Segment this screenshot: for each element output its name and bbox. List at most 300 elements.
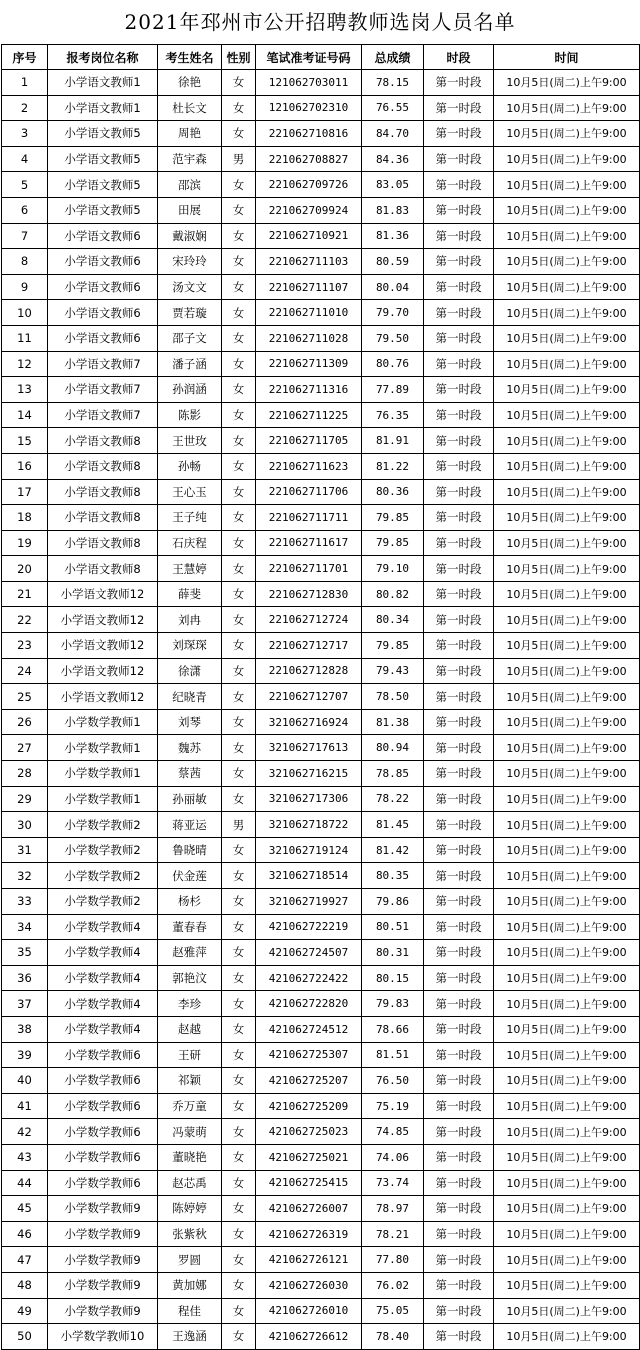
cell-session: 第一时段 — [424, 1298, 494, 1324]
cell-score: 84.36 — [362, 146, 424, 172]
cell-position: 小学数学教师2 — [48, 889, 158, 915]
table-row — [2, 172, 640, 198]
cell-gender: 女 — [222, 607, 256, 633]
table-row — [2, 505, 640, 531]
cell-name: 宋玲玲 — [158, 249, 222, 275]
cell-index: 36 — [2, 965, 48, 991]
cell-session: 第一时段 — [424, 249, 494, 275]
cell-name: 刘冉 — [158, 607, 222, 633]
cell-score: 81.83 — [362, 197, 424, 223]
cell-exam-id: 421062724507 — [256, 940, 362, 966]
cell-name: 徐艳 — [158, 70, 222, 96]
cell-name: 邵滨 — [158, 172, 222, 198]
cell-gender: 女 — [222, 940, 256, 966]
cell-session: 第一时段 — [424, 172, 494, 198]
table-row — [2, 402, 640, 428]
cell-exam-id: 421062722422 — [256, 965, 362, 991]
cell-index: 15 — [2, 428, 48, 454]
cell-score: 81.45 — [362, 812, 424, 838]
cell-score: 81.22 — [362, 453, 424, 479]
cell-time: 10月5日(周二)上午9:00 — [494, 735, 640, 761]
cell-index: 50 — [2, 1324, 48, 1350]
cell-exam-id: 221062711103 — [256, 249, 362, 275]
cell-time: 10月5日(周二)上午9:00 — [494, 837, 640, 863]
cell-index: 41 — [2, 1093, 48, 1119]
cell-exam-id: 221062712828 — [256, 658, 362, 684]
cell-score: 81.91 — [362, 428, 424, 454]
cell-name: 罗圆 — [158, 1247, 222, 1273]
cell-position: 小学数学教师6 — [48, 1119, 158, 1145]
cell-exam-id: 321062719124 — [256, 837, 362, 863]
cell-score: 81.42 — [362, 837, 424, 863]
table-row — [2, 581, 640, 607]
cell-index: 29 — [2, 786, 48, 812]
cell-gender: 女 — [222, 377, 256, 403]
cell-index: 17 — [2, 479, 48, 505]
cell-session: 第一时段 — [424, 607, 494, 633]
cell-time: 10月5日(周二)上午9:00 — [494, 223, 640, 249]
cell-time: 10月5日(周二)上午9:00 — [494, 1298, 640, 1324]
cell-time: 10月5日(周二)上午9:00 — [494, 70, 640, 96]
cell-time: 10月5日(周二)上午9:00 — [494, 530, 640, 556]
cell-index: 45 — [2, 1196, 48, 1222]
cell-session: 第一时段 — [424, 146, 494, 172]
cell-score: 78.22 — [362, 786, 424, 812]
cell-exam-id: 321062718722 — [256, 812, 362, 838]
cell-time: 10月5日(周二)上午9:00 — [494, 197, 640, 223]
cell-gender: 女 — [222, 837, 256, 863]
cell-exam-id: 421062725415 — [256, 1170, 362, 1196]
header-session: 时段 — [424, 45, 494, 70]
cell-session: 第一时段 — [424, 1170, 494, 1196]
cell-index: 21 — [2, 581, 48, 607]
table-row — [2, 1016, 640, 1042]
header-score: 总成绩 — [362, 45, 424, 70]
cell-time: 10月5日(周二)上午9:00 — [494, 914, 640, 940]
cell-score: 73.74 — [362, 1170, 424, 1196]
cell-time: 10月5日(周二)上午9:00 — [494, 991, 640, 1017]
cell-session: 第一时段 — [424, 761, 494, 787]
cell-exam-id: 221062711107 — [256, 274, 362, 300]
cell-index: 26 — [2, 709, 48, 735]
cell-position: 小学语文教师12 — [48, 607, 158, 633]
cell-name: 薛斐 — [158, 581, 222, 607]
table-row — [2, 351, 640, 377]
cell-index: 25 — [2, 684, 48, 710]
cell-position: 小学语文教师7 — [48, 402, 158, 428]
cell-name: 王世玫 — [158, 428, 222, 454]
table-row — [2, 863, 640, 889]
cell-position: 小学数学教师9 — [48, 1272, 158, 1298]
cell-score: 78.15 — [362, 70, 424, 96]
cell-gender: 女 — [222, 1298, 256, 1324]
cell-time: 10月5日(周二)上午9:00 — [494, 95, 640, 121]
cell-gender: 女 — [222, 581, 256, 607]
cell-index: 37 — [2, 991, 48, 1017]
cell-session: 第一时段 — [424, 223, 494, 249]
cell-position: 小学数学教师4 — [48, 965, 158, 991]
cell-index: 13 — [2, 377, 48, 403]
cell-exam-id: 421062725021 — [256, 1144, 362, 1170]
cell-index: 40 — [2, 1068, 48, 1094]
cell-name: 田展 — [158, 197, 222, 223]
cell-exam-id: 321062718514 — [256, 863, 362, 889]
cell-score: 81.51 — [362, 1042, 424, 1068]
cell-gender: 女 — [222, 1170, 256, 1196]
cell-score: 74.06 — [362, 1144, 424, 1170]
cell-gender: 男 — [222, 812, 256, 838]
cell-session: 第一时段 — [424, 1196, 494, 1222]
cell-session: 第一时段 — [424, 1272, 494, 1298]
cell-gender: 女 — [222, 1119, 256, 1145]
cell-position: 小学语文教师12 — [48, 658, 158, 684]
cell-index: 24 — [2, 658, 48, 684]
cell-position: 小学数学教师6 — [48, 1170, 158, 1196]
cell-position: 小学语文教师8 — [48, 453, 158, 479]
cell-exam-id: 221062709726 — [256, 172, 362, 198]
cell-index: 5 — [2, 172, 48, 198]
cell-time: 10月5日(周二)上午9:00 — [494, 505, 640, 531]
cell-time: 10月5日(周二)上午9:00 — [494, 556, 640, 582]
cell-index: 16 — [2, 453, 48, 479]
cell-score: 79.85 — [362, 505, 424, 531]
cell-gender: 女 — [222, 1016, 256, 1042]
cell-position: 小学语文教师12 — [48, 633, 158, 659]
cell-session: 第一时段 — [424, 453, 494, 479]
cell-score: 80.51 — [362, 914, 424, 940]
cell-position: 小学数学教师6 — [48, 1144, 158, 1170]
cell-exam-id: 221062710816 — [256, 121, 362, 147]
table-row — [2, 607, 640, 633]
cell-gender: 女 — [222, 556, 256, 582]
cell-session: 第一时段 — [424, 95, 494, 121]
cell-gender: 女 — [222, 658, 256, 684]
table-header-row — [2, 45, 640, 70]
header-name: 考生姓名 — [158, 45, 222, 70]
table-row — [2, 786, 640, 812]
table-row — [2, 633, 640, 659]
table-row — [2, 812, 640, 838]
cell-exam-id: 221062710921 — [256, 223, 362, 249]
cell-gender: 女 — [222, 684, 256, 710]
cell-time: 10月5日(周二)上午9:00 — [494, 351, 640, 377]
cell-score: 78.40 — [362, 1324, 424, 1350]
table-row — [2, 197, 640, 223]
cell-name: 刘琛琛 — [158, 633, 222, 659]
cell-name: 郭艳汶 — [158, 965, 222, 991]
table-row — [2, 1119, 640, 1145]
cell-index: 19 — [2, 530, 48, 556]
cell-session: 第一时段 — [424, 837, 494, 863]
cell-gender: 女 — [222, 1324, 256, 1350]
cell-session: 第一时段 — [424, 1221, 494, 1247]
cell-time: 10月5日(周二)上午9:00 — [494, 1247, 640, 1273]
cell-session: 第一时段 — [424, 709, 494, 735]
cell-name: 王逸涵 — [158, 1324, 222, 1350]
cell-name: 蔡茜 — [158, 761, 222, 787]
cell-name: 赵芯禹 — [158, 1170, 222, 1196]
cell-exam-id: 221062709924 — [256, 197, 362, 223]
cell-position: 小学语文教师8 — [48, 556, 158, 582]
table-row — [2, 709, 640, 735]
cell-time: 10月5日(周二)上午9:00 — [494, 1042, 640, 1068]
cell-index: 47 — [2, 1247, 48, 1273]
cell-time: 10月5日(周二)上午9:00 — [494, 812, 640, 838]
cell-time: 10月5日(周二)上午9:00 — [494, 684, 640, 710]
table-row — [2, 453, 640, 479]
cell-gender: 女 — [222, 709, 256, 735]
cell-session: 第一时段 — [424, 505, 494, 531]
cell-index: 22 — [2, 607, 48, 633]
cell-time: 10月5日(周二)上午9:00 — [494, 1144, 640, 1170]
cell-gender: 女 — [222, 1093, 256, 1119]
table-row — [2, 658, 640, 684]
cell-position: 小学数学教师1 — [48, 735, 158, 761]
cell-name: 王研 — [158, 1042, 222, 1068]
cell-index: 31 — [2, 837, 48, 863]
cell-index: 8 — [2, 249, 48, 275]
cell-time: 10月5日(周二)上午9:00 — [494, 146, 640, 172]
cell-session: 第一时段 — [424, 940, 494, 966]
cell-position: 小学数学教师1 — [48, 709, 158, 735]
cell-score: 79.86 — [362, 889, 424, 915]
cell-score: 79.83 — [362, 991, 424, 1017]
cell-name: 潘子涵 — [158, 351, 222, 377]
cell-session: 第一时段 — [424, 556, 494, 582]
cell-exam-id: 321062716924 — [256, 709, 362, 735]
cell-session: 第一时段 — [424, 812, 494, 838]
cell-index: 30 — [2, 812, 48, 838]
cell-position: 小学语文教师12 — [48, 684, 158, 710]
cell-exam-id: 421062726121 — [256, 1247, 362, 1273]
cell-exam-id: 221062712707 — [256, 684, 362, 710]
cell-score: 75.05 — [362, 1298, 424, 1324]
cell-name: 魏苏 — [158, 735, 222, 761]
cell-exam-id: 421062726010 — [256, 1298, 362, 1324]
cell-position: 小学语文教师6 — [48, 325, 158, 351]
cell-index: 4 — [2, 146, 48, 172]
cell-name: 石庆程 — [158, 530, 222, 556]
cell-position: 小学语文教师8 — [48, 530, 158, 556]
cell-gender: 女 — [222, 453, 256, 479]
table-row — [2, 914, 640, 940]
cell-name: 汤文文 — [158, 274, 222, 300]
cell-exam-id: 321062717613 — [256, 735, 362, 761]
table-row — [2, 940, 640, 966]
cell-session: 第一时段 — [424, 1247, 494, 1273]
cell-gender: 女 — [222, 300, 256, 326]
cell-index: 39 — [2, 1042, 48, 1068]
table-row — [2, 556, 640, 582]
cell-session: 第一时段 — [424, 479, 494, 505]
cell-score: 79.43 — [362, 658, 424, 684]
cell-time: 10月5日(周二)上午9:00 — [494, 581, 640, 607]
cell-session: 第一时段 — [424, 530, 494, 556]
cell-name: 伏金莲 — [158, 863, 222, 889]
cell-score: 80.94 — [362, 735, 424, 761]
cell-time: 10月5日(周二)上午9:00 — [494, 1196, 640, 1222]
header-index: 序号 — [2, 45, 48, 70]
cell-time: 10月5日(周二)上午9:00 — [494, 172, 640, 198]
cell-time: 10月5日(周二)上午9:00 — [494, 965, 640, 991]
cell-exam-id: 421062725209 — [256, 1093, 362, 1119]
cell-score: 76.55 — [362, 95, 424, 121]
cell-session: 第一时段 — [424, 274, 494, 300]
table-row — [2, 479, 640, 505]
table-row — [2, 684, 640, 710]
cell-score: 75.19 — [362, 1093, 424, 1119]
cell-index: 33 — [2, 889, 48, 915]
header-gender: 性别 — [222, 45, 256, 70]
cell-index: 43 — [2, 1144, 48, 1170]
cell-gender: 女 — [222, 197, 256, 223]
cell-time: 10月5日(周二)上午9:00 — [494, 1272, 640, 1298]
cell-time: 10月5日(周二)上午9:00 — [494, 786, 640, 812]
cell-index: 46 — [2, 1221, 48, 1247]
cell-score: 83.05 — [362, 172, 424, 198]
cell-gender: 女 — [222, 172, 256, 198]
cell-exam-id: 421062724512 — [256, 1016, 362, 1042]
cell-time: 10月5日(周二)上午9:00 — [494, 1221, 640, 1247]
cell-time: 10月5日(周二)上午9:00 — [494, 863, 640, 889]
page-title: 2021年邳州市公开招聘教师选岗人员名单 — [124, 10, 516, 34]
cell-exam-id: 221062711309 — [256, 351, 362, 377]
cell-score: 76.35 — [362, 402, 424, 428]
cell-session: 第一时段 — [424, 70, 494, 96]
cell-position: 小学语文教师1 — [48, 95, 158, 121]
cell-index: 7 — [2, 223, 48, 249]
cell-position: 小学数学教师6 — [48, 1093, 158, 1119]
table-row — [2, 1272, 640, 1298]
cell-index: 18 — [2, 505, 48, 531]
cell-exam-id: 221062711706 — [256, 479, 362, 505]
cell-score: 77.80 — [362, 1247, 424, 1273]
cell-score: 80.76 — [362, 351, 424, 377]
cell-exam-id: 221062711316 — [256, 377, 362, 403]
cell-session: 第一时段 — [424, 300, 494, 326]
cell-position: 小学数学教师9 — [48, 1221, 158, 1247]
cell-name: 王心玉 — [158, 479, 222, 505]
cell-position: 小学数学教师6 — [48, 1042, 158, 1068]
table-row — [2, 991, 640, 1017]
table-row — [2, 95, 640, 121]
cell-index: 49 — [2, 1298, 48, 1324]
cell-name: 赵雅萍 — [158, 940, 222, 966]
cell-index: 35 — [2, 940, 48, 966]
cell-gender: 女 — [222, 761, 256, 787]
cell-position: 小学语文教师8 — [48, 505, 158, 531]
cell-time: 10月5日(周二)上午9:00 — [494, 402, 640, 428]
cell-exam-id: 421062725023 — [256, 1119, 362, 1145]
cell-name: 李珍 — [158, 991, 222, 1017]
cell-index: 3 — [2, 121, 48, 147]
cell-score: 78.50 — [362, 684, 424, 710]
cell-exam-id: 421062722820 — [256, 991, 362, 1017]
cell-name: 邵子文 — [158, 325, 222, 351]
header-position: 报考岗位名称 — [48, 45, 158, 70]
cell-gender: 女 — [222, 1042, 256, 1068]
cell-position: 小学语文教师5 — [48, 197, 158, 223]
cell-name: 刘琴 — [158, 709, 222, 735]
table-row — [2, 249, 640, 275]
cell-gender: 女 — [222, 1144, 256, 1170]
cell-position: 小学数学教师9 — [48, 1247, 158, 1273]
cell-time: 10月5日(周二)上午9:00 — [494, 274, 640, 300]
cell-score: 79.85 — [362, 530, 424, 556]
cell-gender: 女 — [222, 1247, 256, 1273]
cell-index: 44 — [2, 1170, 48, 1196]
cell-session: 第一时段 — [424, 1093, 494, 1119]
cell-gender: 女 — [222, 965, 256, 991]
cell-position: 小学数学教师4 — [48, 914, 158, 940]
cell-exam-id: 221062711711 — [256, 505, 362, 531]
cell-gender: 女 — [222, 1068, 256, 1094]
cell-score: 80.82 — [362, 581, 424, 607]
table-row — [2, 70, 640, 96]
table-row — [2, 837, 640, 863]
table-body — [2, 70, 640, 1350]
cell-time: 10月5日(周二)上午9:00 — [494, 377, 640, 403]
cell-session: 第一时段 — [424, 1068, 494, 1094]
cell-score: 77.89 — [362, 377, 424, 403]
cell-position: 小学语文教师6 — [48, 249, 158, 275]
cell-score: 80.59 — [362, 249, 424, 275]
cell-index: 23 — [2, 633, 48, 659]
cell-gender: 女 — [222, 70, 256, 96]
table-row — [2, 1298, 640, 1324]
cell-score: 79.70 — [362, 300, 424, 326]
cell-name: 黄加娜 — [158, 1272, 222, 1298]
cell-name: 鲁晓晴 — [158, 837, 222, 863]
cell-session: 第一时段 — [424, 786, 494, 812]
cell-name: 孙畅 — [158, 453, 222, 479]
cell-position: 小学语文教师5 — [48, 172, 158, 198]
cell-exam-id: 421062726030 — [256, 1272, 362, 1298]
cell-position: 小学语文教师6 — [48, 300, 158, 326]
cell-exam-id: 421062726007 — [256, 1196, 362, 1222]
cell-session: 第一时段 — [424, 325, 494, 351]
cell-name: 孙润涵 — [158, 377, 222, 403]
cell-index: 2 — [2, 95, 48, 121]
cell-session: 第一时段 — [424, 402, 494, 428]
cell-session: 第一时段 — [424, 965, 494, 991]
cell-gender: 男 — [222, 146, 256, 172]
cell-index: 38 — [2, 1016, 48, 1042]
cell-gender: 女 — [222, 249, 256, 275]
cell-score: 78.97 — [362, 1196, 424, 1222]
cell-time: 10月5日(周二)上午9:00 — [494, 633, 640, 659]
cell-score: 80.15 — [362, 965, 424, 991]
cell-position: 小学语文教师5 — [48, 146, 158, 172]
cell-gender: 女 — [222, 735, 256, 761]
cell-position: 小学语文教师1 — [48, 70, 158, 96]
cell-session: 第一时段 — [424, 991, 494, 1017]
cell-exam-id: 221062711617 — [256, 530, 362, 556]
cell-index: 9 — [2, 274, 48, 300]
cell-gender: 女 — [222, 914, 256, 940]
table-row — [2, 428, 640, 454]
cell-position: 小学数学教师4 — [48, 1016, 158, 1042]
cell-session: 第一时段 — [424, 914, 494, 940]
cell-gender: 女 — [222, 223, 256, 249]
cell-position: 小学语文教师5 — [48, 121, 158, 147]
table-row — [2, 274, 640, 300]
cell-index: 14 — [2, 402, 48, 428]
cell-gender: 女 — [222, 530, 256, 556]
cell-exam-id: 421062725207 — [256, 1068, 362, 1094]
cell-session: 第一时段 — [424, 377, 494, 403]
cell-exam-id: 221062708827 — [256, 146, 362, 172]
